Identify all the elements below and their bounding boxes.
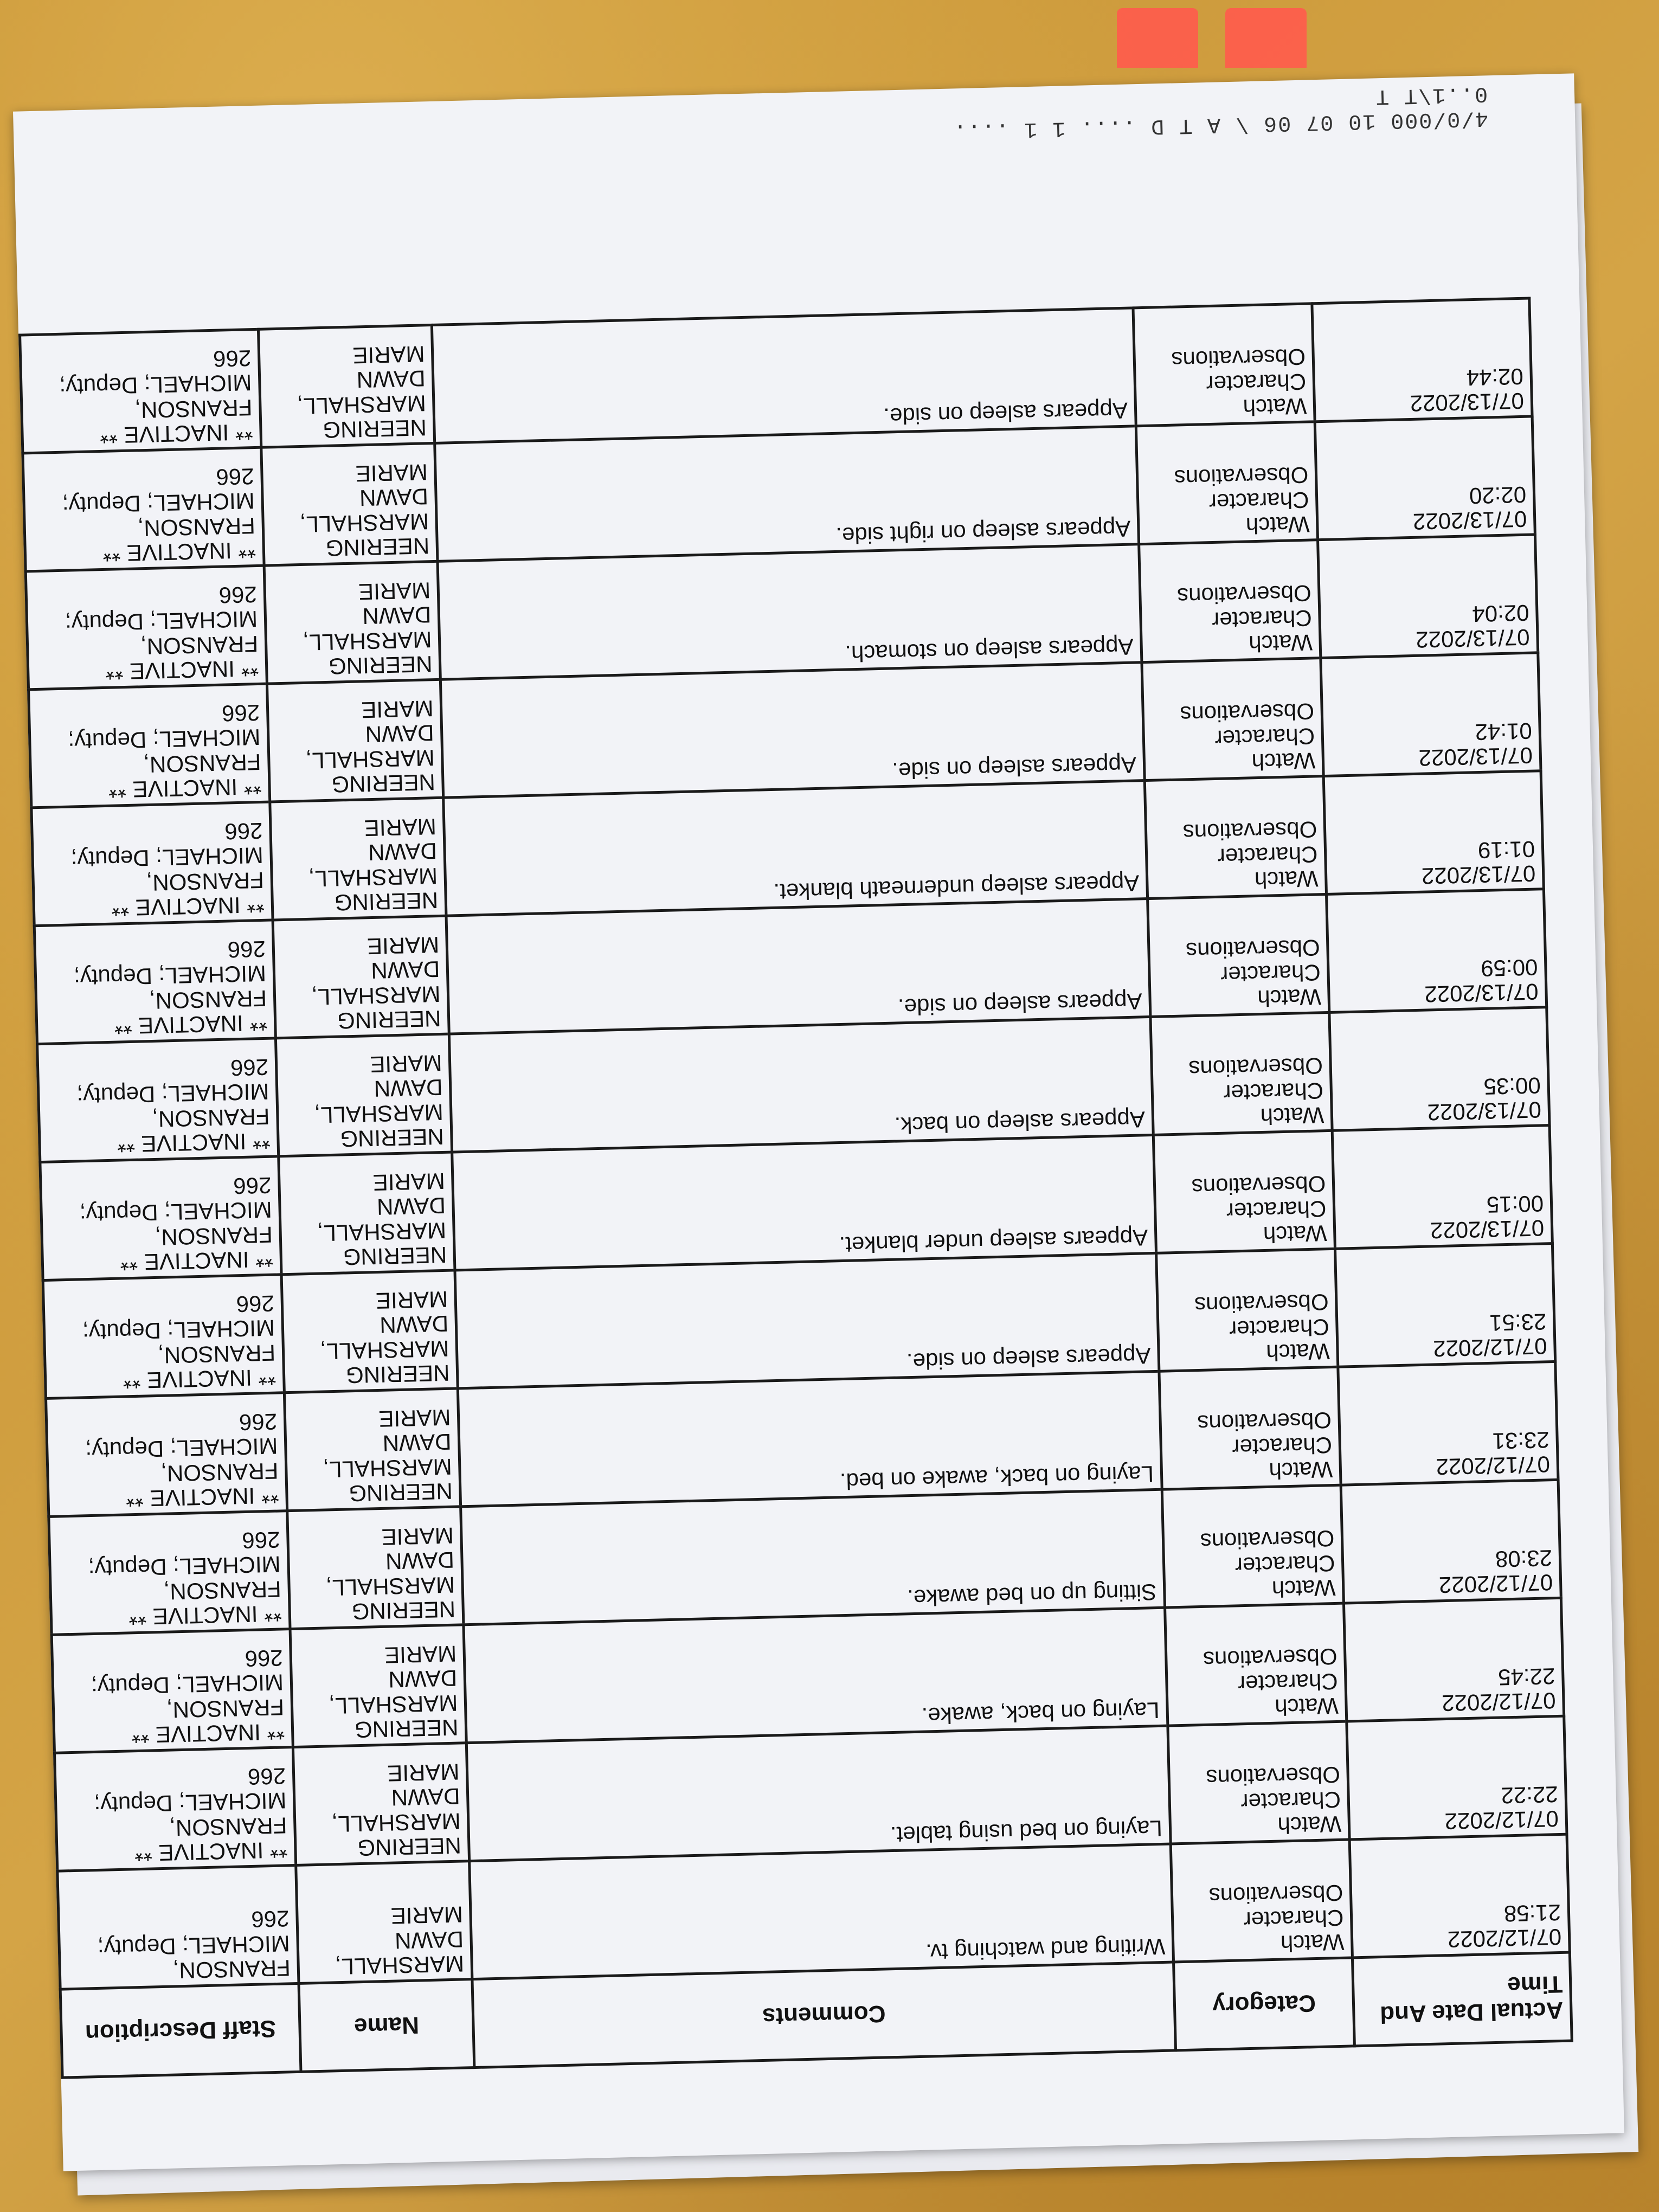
category-text: Character (1234, 1550, 1335, 1579)
name-text: NEERING (357, 1832, 462, 1861)
name-text: MARIE (378, 1404, 451, 1432)
category-text: Observations (1188, 1053, 1323, 1082)
cell-category (1144, 776, 1327, 899)
cell-category (1168, 1721, 1350, 1844)
name-text: MARSHALL, (297, 390, 427, 419)
cell-staff-description (29, 684, 270, 808)
cell-name (264, 561, 441, 684)
category-text: Character (1223, 1077, 1324, 1106)
name-text: NEERING (348, 1478, 453, 1507)
name-text: NEERING (351, 1596, 456, 1625)
name-text: MARIE (369, 1050, 442, 1078)
time-text: 00:35 (1483, 1072, 1541, 1099)
staff-text: FRANSON, (169, 1812, 287, 1841)
name-text: DAWN (362, 602, 432, 629)
comment-text: Laying on back, awake. (921, 1697, 1160, 1729)
name-text: NEERING (339, 1123, 445, 1152)
name-text: DAWN (391, 1783, 461, 1811)
cell-category (1156, 1249, 1338, 1371)
cell-category (1153, 1130, 1335, 1253)
staff-text: ** INACTIVE ** (119, 1246, 274, 1276)
category-text: Observations (1185, 935, 1321, 964)
cell-name (270, 798, 447, 920)
comment-text: Appears asleep on side. (906, 1343, 1152, 1375)
staff-text: FRANSON, (163, 1576, 282, 1605)
staff-text: 266 (236, 1290, 275, 1317)
cell-category (1150, 1012, 1333, 1135)
staff-text: FRANSON, (149, 985, 267, 1014)
cell-name (281, 1270, 458, 1393)
category-text: Character (1226, 1195, 1327, 1224)
category-text: Watch (1245, 511, 1310, 539)
name-text: MARSHALL, (319, 1335, 449, 1365)
name-text: MARSHALL, (328, 1690, 458, 1719)
date-text: 07/13/2022 (1415, 624, 1531, 653)
staff-text: 266 (247, 1763, 286, 1790)
column-header-name: Name (299, 1979, 474, 2072)
staff-text: MICHAEL; Deputy; (79, 1197, 273, 1227)
category-text: Character (1217, 841, 1318, 870)
date-text: 07/13/2022 (1421, 860, 1536, 889)
cell-comment (467, 1726, 1171, 1861)
table-body (20, 298, 1570, 1989)
staff-text: MICHAEL; Deputy; (62, 488, 255, 519)
name-text: DAWN (385, 1547, 455, 1575)
comment-text: Laying on back, awake on bed. (839, 1461, 1154, 1495)
time-text: 00:15 (1486, 1191, 1544, 1218)
cell-category (1147, 894, 1329, 1017)
page-header-text: 4/0/000 10 07 06 \ A T D .... 1 1 .... 0..1\T T (952, 81, 1489, 143)
cell-name (267, 679, 443, 802)
name-text: MARSHALL, (311, 981, 441, 1010)
comment-text: Writing and watching tv. (925, 1933, 1166, 1965)
comment-text: Appears asleep on stomach. (844, 634, 1134, 667)
name-text: NEERING (331, 769, 436, 798)
time-text: 01:19 (1477, 836, 1535, 863)
name-text: DAWN (368, 838, 438, 866)
staff-text: MICHAEL; Deputy; (76, 1079, 269, 1109)
category-text: Character (1214, 723, 1315, 751)
cell-category (1142, 658, 1324, 781)
date-text: 07/13/2022 (1412, 506, 1527, 535)
name-text: MARSHALL, (302, 626, 432, 655)
name-text: MARIE (352, 341, 426, 369)
name-text: MARSHALL, (323, 1454, 453, 1483)
cell-date-time (1335, 1244, 1555, 1367)
staff-text: MICHAEL; Deputy; (88, 1551, 281, 1582)
cell-date-time (1312, 298, 1532, 422)
cell-comment (435, 426, 1139, 562)
category-text: Watch (1265, 1339, 1330, 1366)
staff-text: ** INACTIVE ** (128, 1600, 282, 1630)
category-text: Observations (1174, 462, 1309, 491)
cell-date-time (1332, 1126, 1552, 1249)
staff-text: FRANSON, (140, 631, 259, 659)
name-text: NEERING (354, 1714, 459, 1743)
cell-staff-description (25, 565, 267, 690)
time-text: 01:42 (1475, 718, 1533, 745)
cell-date-time (1338, 1361, 1558, 1485)
cell-name (258, 325, 435, 447)
cell-comment (470, 1844, 1174, 1979)
staff-text: ** INACTIVE ** (111, 891, 265, 921)
staff-text: 266 (230, 1054, 269, 1081)
cell-staff-description (23, 447, 264, 571)
date-text: 07/13/2022 (1410, 388, 1525, 416)
staff-text: ** INACTIVE ** (134, 1837, 288, 1867)
staff-text: MICHAEL; Deputy; (82, 1315, 275, 1346)
staff-text: MICHAEL; Deputy; (67, 724, 261, 755)
name-text: NEERING (334, 888, 439, 916)
cell-name (279, 1152, 455, 1275)
category-text: Watch (1263, 1220, 1328, 1248)
cell-staff-description (43, 1275, 284, 1399)
date-text: 07/13/2022 (1424, 979, 1539, 1007)
name-text: NEERING (337, 1005, 441, 1034)
staff-text: 266 (221, 699, 260, 726)
name-text: MARSHALL, (317, 1217, 447, 1246)
staff-text: FRANSON, (166, 1694, 285, 1723)
staff-text: ** INACTIVE ** (125, 1482, 280, 1512)
cell-date-time (1321, 653, 1541, 776)
red-clip (1225, 8, 1307, 68)
category-text: Character (1237, 1668, 1339, 1697)
date-text: 07/12/2022 (1438, 1570, 1553, 1598)
cell-comment (441, 663, 1145, 798)
name-text: MARIE (358, 577, 431, 605)
cell-comment (458, 1371, 1162, 1507)
cell-name (296, 1861, 473, 1984)
staff-text: MICHAEL; Deputy; (65, 606, 258, 636)
cell-comment (452, 1135, 1156, 1270)
time-text: 21:58 (1503, 1899, 1561, 1927)
name-text: MARSHALL, (314, 1099, 444, 1128)
category-text: Watch (1248, 629, 1313, 657)
cell-category (1136, 422, 1318, 544)
time-text: 23:31 (1492, 1426, 1550, 1454)
name-text: DAWN (376, 1193, 446, 1220)
category-text: Watch (1254, 866, 1319, 893)
date-text: 07/12/2022 (1447, 1924, 1562, 1953)
cell-staff-description (57, 1865, 299, 1989)
comment-text: Appears asleep on right side. (835, 516, 1131, 549)
date-text: 07/13/2022 (1430, 1215, 1545, 1244)
red-clip (1117, 8, 1198, 68)
category-text: Watch (1274, 1693, 1339, 1720)
date-text: 07/12/2022 (1432, 1333, 1548, 1362)
cell-date-time (1347, 1716, 1567, 1840)
category-text: Character (1206, 369, 1307, 397)
category-text: Watch (1269, 1457, 1333, 1484)
staff-text: FRANSON, (157, 1340, 276, 1368)
name-text: DAWN (370, 956, 440, 984)
staff-text: ** INACTIVE ** (105, 655, 259, 685)
cell-category (1133, 304, 1315, 426)
name-text: MARIE (364, 813, 437, 841)
category-text: Character (1208, 487, 1309, 515)
name-text: NEERING (343, 1242, 447, 1270)
category-text: Character (1232, 1432, 1333, 1461)
name-text: MARSHALL, (299, 508, 429, 537)
staff-text: 266 (224, 818, 263, 845)
staff-text: MICHAEL; Deputy; (59, 370, 252, 401)
cell-comment (461, 1489, 1165, 1625)
name-text: MARIE (366, 931, 440, 960)
category-text: Observations (1203, 1644, 1338, 1673)
category-text: Character (1229, 1314, 1330, 1342)
staff-text: MICHAEL; Deputy; (85, 1433, 278, 1464)
category-text: Watch (1271, 1574, 1336, 1602)
time-text: 02:20 (1469, 481, 1527, 509)
time-text: 22:45 (1497, 1663, 1555, 1690)
staff-text: 266 (250, 1906, 290, 1933)
cell-name (261, 443, 438, 565)
category-text: Observations (1171, 344, 1306, 373)
comment-text: Laying on bed using tablet. (890, 1815, 1163, 1848)
comment-text: Appears asleep underneath blanket. (773, 870, 1140, 905)
cell-comment (446, 899, 1150, 1034)
cell-comment (432, 308, 1136, 443)
staff-text: FRANSON, (143, 749, 261, 777)
name-text: MARIE (372, 1168, 446, 1196)
name-text: DAWN (388, 1665, 458, 1693)
name-text: MARIE (355, 459, 428, 487)
column-header-date-time: Actual Date And Time (1353, 1952, 1572, 2046)
staff-text: ** INACTIVE ** (117, 1128, 271, 1158)
staff-text: ** INACTIVE ** (108, 773, 262, 803)
cell-comment (449, 1017, 1154, 1152)
time-text: 02:04 (1471, 600, 1529, 627)
category-text: Watch (1243, 393, 1307, 421)
category-text: Observations (1176, 580, 1312, 609)
column-header-category: Category (1173, 1958, 1354, 2050)
staff-text: ** INACTIVE ** (102, 537, 256, 567)
time-text: 22:22 (1501, 1781, 1559, 1809)
category-text: Watch (1251, 748, 1316, 775)
cell-comment (464, 1607, 1168, 1743)
comment-text: Appears asleep on back. (894, 1107, 1146, 1139)
cell-staff-description (31, 802, 273, 926)
observation-log-table (18, 297, 1573, 2079)
cell-staff-description (34, 920, 275, 1044)
comment-text: Sitting up on bed awake. (906, 1579, 1157, 1611)
cell-staff-description (52, 1629, 293, 1753)
staff-text: ** INACTIVE ** (123, 1364, 276, 1394)
name-text: NEERING (322, 415, 427, 443)
category-text: Observations (1200, 1526, 1335, 1555)
cell-staff-description (46, 1393, 287, 1517)
cell-comment (455, 1253, 1159, 1388)
name-text: MARIE (390, 1901, 464, 1929)
cell-category (1165, 1603, 1347, 1726)
name-text: NEERING (345, 1360, 450, 1388)
staff-text: FRANSON, (155, 1221, 273, 1250)
cell-date-time (1329, 1007, 1549, 1131)
staff-text: MICHAEL; Deputy; (73, 961, 267, 991)
category-text: Observations (1197, 1407, 1332, 1437)
staff-text: ** INACTIVE ** (99, 419, 254, 449)
category-text: Observations (1191, 1171, 1326, 1200)
category-text: Observations (1208, 1880, 1343, 1909)
cell-name (275, 1034, 452, 1156)
cell-date-time (1349, 1834, 1570, 1958)
cell-staff-description (20, 329, 261, 453)
name-text: MARSHALL, (305, 744, 435, 774)
comment-text: Appears asleep on side. (897, 988, 1143, 1020)
staff-text: FRANSON, (160, 1458, 279, 1487)
category-text: Watch (1257, 984, 1322, 1012)
cell-comment (438, 544, 1142, 680)
staff-text: FRANSON, (134, 394, 253, 423)
staff-text: FRANSON, (146, 867, 265, 896)
staff-text: MICHAEL; Deputy; (91, 1669, 284, 1700)
staff-text: 266 (233, 1172, 272, 1199)
category-text: Observations (1205, 1762, 1341, 1791)
cell-category (1139, 540, 1321, 663)
time-text: 23:51 (1489, 1308, 1547, 1336)
cell-category (1159, 1367, 1341, 1489)
cell-name (293, 1743, 470, 1866)
cell-category (1171, 1840, 1353, 1962)
staff-text: MICHAEL; Deputy; (97, 1930, 291, 1961)
name-text: MARIE (387, 1759, 460, 1786)
name-text: MARIE (384, 1641, 457, 1668)
staff-text: 266 (239, 1409, 278, 1436)
category-text: Watch (1280, 1929, 1345, 1957)
comment-text: Appears asleep under blanket. (839, 1225, 1148, 1258)
name-text: MARSHALL, (335, 1951, 465, 1980)
cell-staff-description (49, 1511, 290, 1635)
staff-text: 266 (227, 936, 266, 963)
name-text: MARSHALL, (331, 1808, 461, 1837)
name-text: MARSHALL, (325, 1572, 455, 1601)
staff-text: MICHAEL; Deputy; (93, 1787, 287, 1818)
cell-staff-description (40, 1156, 281, 1281)
category-text: Character (1243, 1905, 1344, 1933)
staff-text: 266 (213, 345, 252, 372)
cell-date-time (1318, 535, 1538, 658)
staff-text: FRANSON, (137, 512, 256, 541)
binder-clips (1117, 8, 1345, 73)
name-text: DAWN (382, 1429, 452, 1457)
staff-text: 266 (241, 1527, 281, 1554)
name-text: MARIE (375, 1286, 448, 1314)
date-text: 07/13/2022 (1427, 1097, 1542, 1126)
column-header-staff-description: Staff Description (60, 1983, 301, 2078)
cell-category (1162, 1485, 1344, 1607)
category-text: Observations (1194, 1289, 1329, 1319)
cell-date-time (1315, 416, 1535, 540)
cell-name (284, 1388, 461, 1511)
cell-comment (443, 781, 1148, 916)
name-text: DAWN (365, 720, 435, 748)
name-text: DAWN (356, 365, 426, 393)
staff-text: 266 (245, 1645, 284, 1672)
date-text: 07/13/2022 (1418, 742, 1533, 771)
staff-text: 266 (215, 464, 255, 490)
category-text: Character (1220, 959, 1321, 988)
name-text: MARIE (361, 696, 434, 723)
date-text: 07/12/2022 (1441, 1688, 1557, 1716)
name-text: MARIE (381, 1522, 454, 1550)
cell-name (287, 1507, 464, 1629)
name-text: NEERING (325, 533, 430, 561)
category-text: Observations (1182, 816, 1317, 846)
cell-name (290, 1625, 467, 1747)
category-text: Character (1211, 605, 1313, 633)
cell-date-time (1344, 1598, 1564, 1721)
time-text: 00:59 (1480, 954, 1538, 981)
name-text: NEERING (328, 651, 433, 679)
category-text: Watch (1277, 1811, 1342, 1838)
category-text: Observations (1179, 698, 1315, 728)
column-header-comments: Comments (472, 1962, 1175, 2068)
name-text: MARSHALL, (308, 863, 438, 892)
document-page-content (13, 73, 1624, 2171)
date-text: 07/12/2022 (1444, 1806, 1559, 1835)
cell-name (273, 916, 449, 1038)
name-text: DAWN (359, 484, 429, 511)
staff-text: FRANSON, (172, 1955, 291, 1984)
cell-date-time (1341, 1480, 1561, 1603)
cell-date-time (1323, 771, 1544, 895)
staff-text: 266 (218, 581, 258, 608)
time-text: 02:44 (1466, 363, 1524, 391)
document-page (13, 73, 1624, 2171)
cell-staff-description (37, 1038, 279, 1162)
comment-text: Appears asleep on side. (891, 752, 1137, 784)
name-text: DAWN (374, 1075, 443, 1102)
staff-text: ** INACTIVE ** (131, 1719, 285, 1748)
comment-text: Appears asleep on side. (883, 397, 1128, 429)
cell-staff-description (55, 1747, 296, 1872)
category-text: Watch (1260, 1102, 1324, 1130)
cell-date-time (1327, 889, 1547, 1013)
name-text: DAWN (394, 1926, 464, 1954)
date-text: 07/12/2022 (1436, 1451, 1551, 1480)
staff-text: ** INACTIVE ** (114, 1009, 268, 1039)
category-text: Character (1240, 1786, 1341, 1815)
name-text: DAWN (379, 1311, 449, 1339)
staff-text: MICHAEL; Deputy; (70, 843, 264, 873)
staff-text: FRANSON, (151, 1103, 270, 1132)
time-text: 23:08 (1495, 1545, 1553, 1572)
